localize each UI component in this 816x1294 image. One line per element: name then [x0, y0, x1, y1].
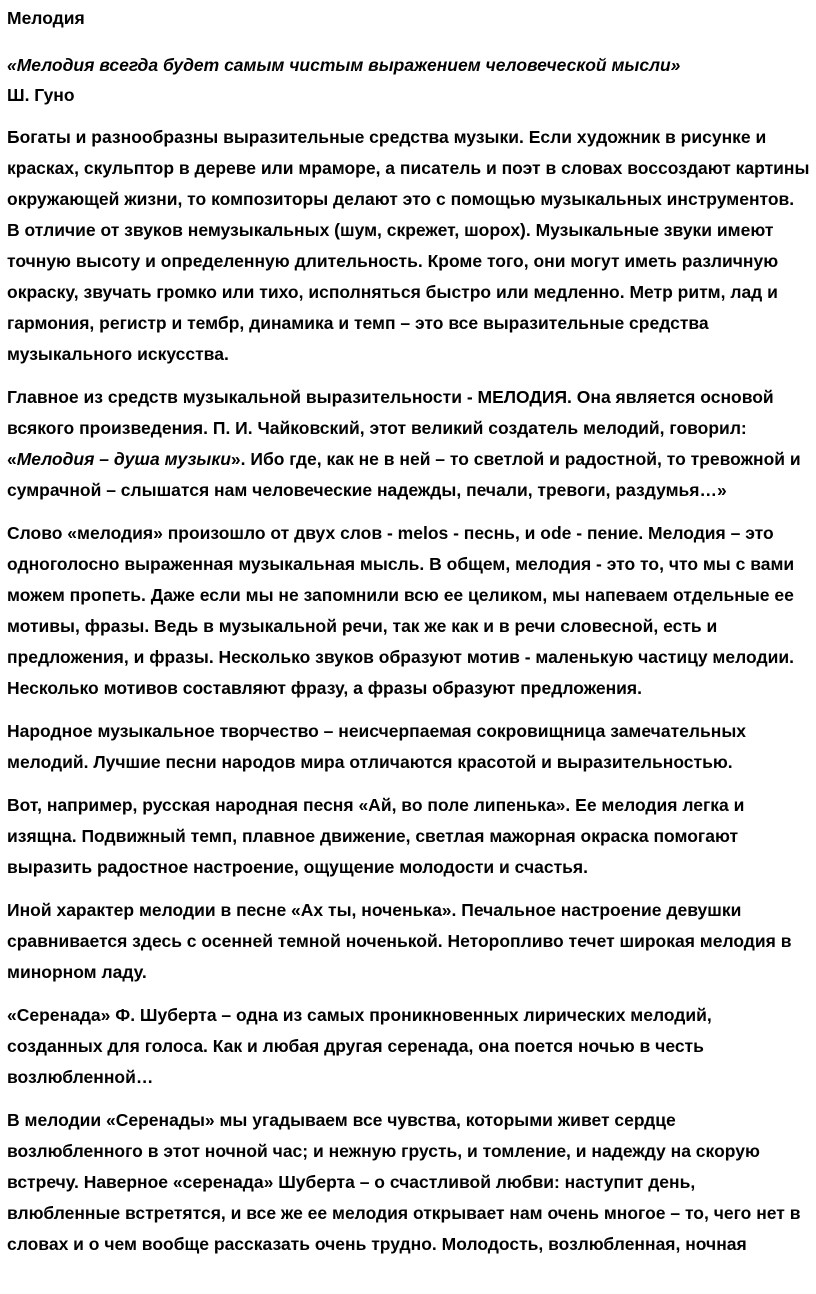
- paragraph-7: «Серенада» Ф. Шуберта – одна из самых проникновенных лирических мелодий, созданных для голоса. Как и любая другая серенада, она поется ночью в честь возлюбленной…: [7, 1005, 712, 1087]
- paragraph-2-text-start: Главное из средств музыкальной выразительности - МЕЛОДИЯ. Она является основой всякого произведения. П. И. Чайковский, этот великий создатель мелодий, говорил: «: [7, 387, 774, 469]
- document-title: Мелодия: [7, 8, 85, 28]
- paragraph-1: Богаты и разнообразны выразительные средства музыки. Если художник в рисунке и красках, скульптор в дереве или мраморе, а писатель и поэт в словах воссоздают картины окружающей жизни, то композиторы делают это с помощью музыкальных инструментов. В отличие от звуков немузыкальных (шум, скрежет, шорох). Музыкальные звуки имеют точную высоту и определенную длительность. Кроме того, они могут иметь различную окраску, звучать громко или тихо, исполняться быстро или медленно. Метр ритм, лад и гармония, регистр и тембр, динамика и темп – это все выразительные средства музыкального искусства.: [7, 127, 810, 364]
- paragraph-4: Народное музыкальное творчество – неисчерпаемая сокровищница замечательных мелодий. Лучшие песни народов мира отличаются красотой и выразительностью.: [7, 721, 746, 772]
- paragraph-5: Вот, например, русская народная песня «Ай, во поле липенька». Ее мелодия легка и изящна. Подвижный темп, плавное движение, светлая мажорная окраска помогают выразить радостное настроение, ощущение молодости и счастья.: [7, 795, 745, 877]
- paragraph-3: Слово «мелодия» произошло от двух слов - melos - песнь, и ode - пение. Мелодия – это одноголосно выраженная музыкальная мысль. В общем, мелодия - это то, что мы с вами можем пропеть. Даже если мы не запомнили всю ее целиком, мы напеваем отдельные ее мотивы, фразы. Ведь в музыкальной речи, так же как и в речи словесной, есть и предложения, и фразы. Несколько звуков образуют мотив - маленькую частицу мелодии. Несколько мотивов составляют фразу, а фразы образуют предложения.: [7, 523, 795, 698]
- paragraph-6: Иной характер мелодии в песне «Ах ты, ноченька». Печальное настроение девушки сравнивается здесь с осенней темной ноченькой. Неторопливо течет широкая мелодия в минорном ладу.: [7, 900, 792, 982]
- epigraph-author: Ш. Гуно: [7, 85, 75, 105]
- paragraph-2-text-end: ». Ибо где, как не в ней – то светлой и радостной, то тревожной и сумрачной – слышатся нам человеческие надежды, печали, тревоги, раздумья…»: [7, 449, 801, 500]
- paragraph-2-italic-quote: Мелодия – душа музыки: [16, 449, 231, 469]
- epigraph-quote: «Мелодия всегда будет самым чистым выражением человеческой мысли»: [7, 55, 681, 75]
- paragraph-2: [7, 382, 810, 506]
- paragraph-8: В мелодии «Серенады» мы угадываем все чувства, которыми живет сердце возлюбленного в этот ночной час; и нежную грусть, и томление, и надежду на скорую встречу. Наверное «серенада» Шуберта – о счастливой любви: наступит день, влюбленные встретятся, и все же ее мелодия открывает нам очень многое – то, чего нет в словах и о чем вообще рассказать очень трудно. Молодость, возлюбленная, ночная: [7, 1110, 801, 1254]
